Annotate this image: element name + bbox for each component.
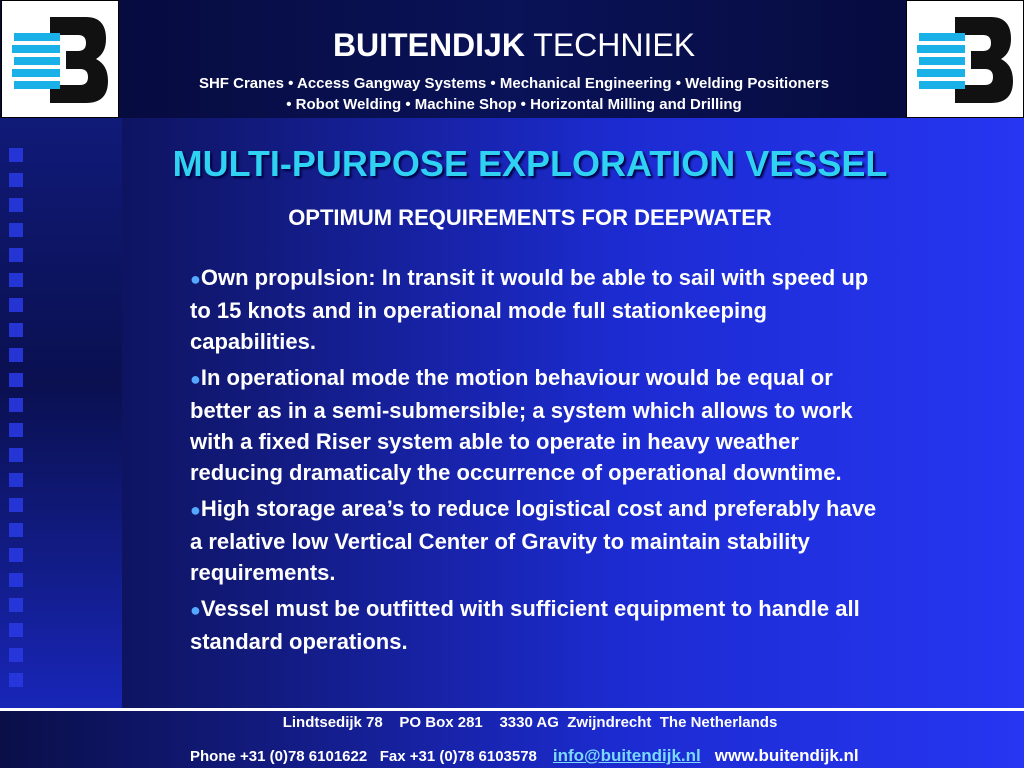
bullet-dot-icon: ●: [190, 500, 201, 520]
footer-divider: [0, 708, 1024, 711]
bullet-item: [190, 493, 880, 588]
footer-phone-fax: Phone +31 (0)78 6101622 Fax +31 (0)78 6103578: [190, 748, 537, 765]
decorative-left-strip: [0, 118, 122, 708]
bullet-text: Own propulsion: In transit it would be able to sail with speed up to 15 knots and in operational mode full stationkeeping capabilities.: [190, 265, 869, 354]
website-link[interactable]: www.buitendijk.nl: [714, 746, 859, 765]
buitendijk-b-logo-icon: [10, 11, 110, 107]
footer-contact: [190, 746, 859, 766]
bullet-list: [190, 262, 880, 662]
email-link[interactable]: info@buitendijk.nl: [552, 746, 701, 765]
services-line-1: SHF Cranes • Access Gangway Systems • Mechanical Engineering • Welding Positioners: [198, 75, 830, 92]
bullet-item: [190, 262, 880, 357]
bullet-text: Vessel must be outfitted with sufficient equipment to handle all standard operations.: [190, 596, 860, 654]
services-line-2: • Robot Welding • Machine Shop • Horizontal Milling and Drilling: [286, 96, 742, 113]
slide-title: MULTI-PURPOSE EXPLORATION VESSEL: [172, 143, 888, 184]
company-name-bold: BUITENDIJK: [332, 27, 525, 63]
services-list: [122, 73, 906, 115]
footer-address: Lindtsedijk 78 PO Box 281 3330 AG Zwijndrecht The Netherlands: [282, 714, 778, 731]
bullet-text: High storage area’s to reduce logistical cost and preferably have a relative low Vertical Center of Gravity to maintain stability requirements.: [190, 496, 877, 585]
bullet-dot-icon: ●: [190, 369, 201, 389]
bullet-dot-icon: ●: [190, 269, 201, 289]
bullet-item: [190, 362, 880, 488]
company-name-rest: TECHNIEK: [524, 27, 696, 63]
bullet-item: [190, 593, 880, 657]
bullet-text: In operational mode the motion behaviour would be equal or better as in a semi-submersible; a system which allows to work with a fixed Riser system able to operate in heavy weather reducing dramaticaly the occurrence of operational downtime.: [190, 365, 853, 485]
logo-left: [1, 0, 119, 118]
bullet-dot-icon: ●: [190, 600, 201, 620]
buitendijk-b-logo-icon: [915, 11, 1015, 107]
company-name: [122, 26, 906, 64]
slide-subtitle: OPTIMUM REQUIREMENTS FOR DEEPWATER: [288, 205, 772, 230]
logo-right: [906, 0, 1024, 118]
